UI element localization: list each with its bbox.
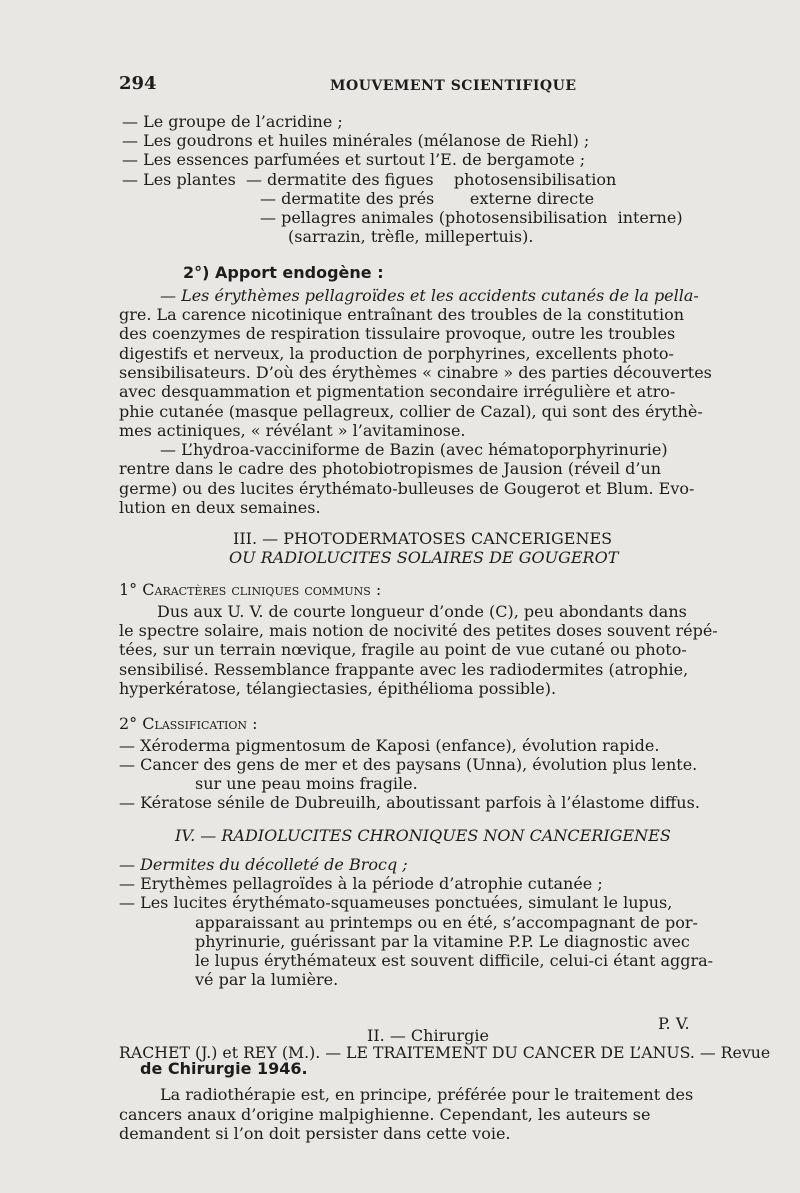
text-line: IV. — RADIOLUCITES CHRONIQUES NON CANCERIGENES [175,826,671,845]
text-line: — Le groupe de l’acridine ; [122,112,343,131]
text-line: III. — PHOTODERMATOSES CANCERIGENES [233,529,613,548]
text-line: — Erythèmes pellagroïdes à la période d’atrophie cutanée ; [119,874,603,893]
text-line: phie cutanée (masque pellagreux, collier de Cazal), qui sont des érythè- [119,402,703,421]
text-line: mes actiniques, « révélant » l’avitaminose. [119,421,466,440]
text-line: sensibilisé. Ressemblance frappante avec les radiodermites (atrophie, [119,660,689,679]
text-line: — pellagres animales (photosensibilisation interne) [260,208,683,227]
text-line: avec desquammation et pigmentation secondaire irrégulière et atro- [119,382,676,401]
text-line: — Xéroderma pigmentosum de Kaposi (enfance), évolution rapide. [119,736,660,755]
text-line: La radiothérapie est, en principe, préférée pour le traitement des [160,1085,694,1104]
text-line: 2° Classification : [119,714,258,733]
text-line: — Les goudrons et huiles minérales (mélanose de Riehl) ; [122,131,590,150]
page-number: 294 [119,73,157,94]
text-line: hyperkératose, télangiectasies, épithélioma possible). [119,679,557,698]
text-line: demandent si l’on doit persister dans cette voie. [119,1124,511,1143]
text-line: — Dermites du décolleté de Brocq ; [119,855,408,874]
text-line: rentre dans le cadre des photobiotropismes de Jausion (réveil d’un [119,459,662,478]
text-line: de Chirurgie 1946. [140,1059,308,1078]
text-line: — Les érythèmes pellagroïdes et les accidents cutanés de la pella- [160,286,699,305]
text-line: (sarrazin, trèfle, millepertuis). [288,227,534,246]
text-line: — Les essences parfumées et surtout l’E. de bergamote ; [122,150,586,169]
text-line: Dus aux U. V. de courte longueur d’onde (C), peu abondants dans [157,602,687,621]
text-line: — Les plantes — dermatite des figues photosensibilisation [122,170,617,189]
text-line: 2°) Apport endogène : [183,263,384,282]
text-line: phyrinurie, guérissant par la vitamine P.P. Le diagnostic avec [195,932,690,951]
text-line: — L’hydroa-vacciniforme de Bazin (avec hématoporphyrinurie) [160,440,668,459]
text-line: lution en deux semaines. [119,498,321,517]
text-line: P. V. [658,1014,690,1033]
running-title: MOUVEMENT SCIENTIFIQUE [330,78,577,94]
text-line: OU RADIOLUCITES SOLAIRES DE GOUGEROT [229,548,619,567]
text-line: des coenzymes de respiration tissulaire provoque, outre les troubles [119,324,676,343]
text-line: le spectre solaire, mais notion de nocivité des petites doses souvent répé- [119,621,718,640]
text-line: vé par la lumière. [195,970,339,989]
text-line: apparaissant au printemps ou en été, s’accompagnant de por- [195,913,698,932]
text-line: RACHET (J.) et REY (M.). — LE TRAITEMENT DU CANCER DE L’ANUS. — Revue [119,1043,771,1062]
text-line: le lupus érythémateux est souvent difficile, celui-ci étant aggra- [195,951,714,970]
text-line: — Cancer des gens de mer et des paysans (Unna), évolution plus lente. [119,755,698,774]
text-line: gre. La carence nicotinique entraînant des troubles de la constitution [119,305,685,324]
text-line: — Kératose sénile de Dubreuilh, aboutissant parfois à l’élastome diffus. [119,793,700,812]
text-line: — Les lucites érythémato-squameuses ponctuées, simulant le lupus, [119,893,673,912]
text-line: II. — Chirurgie [367,1026,489,1045]
text-line: 1° Caractères cliniques communs : [119,580,382,599]
text-line: sensibilisateurs. D’où des érythèmes « cinabre » des parties découvertes [119,363,712,382]
text-line: cancers anaux d’origine malpighienne. Cependant, les auteurs se [119,1105,651,1124]
text-line: — dermatite des prés externe directe [260,189,595,208]
text-line: digestifs et nerveux, la production de porphyrines, excellents photo- [119,344,674,363]
text-line: germe) ou des lucites érythémato-bulleuses de Gougerot et Blum. Evo- [119,479,695,498]
text-line: sur une peau moins fragile. [195,774,418,793]
text-line: tées, sur un terrain nœvique, fragile au point de vue cutané ou photo- [119,640,687,659]
